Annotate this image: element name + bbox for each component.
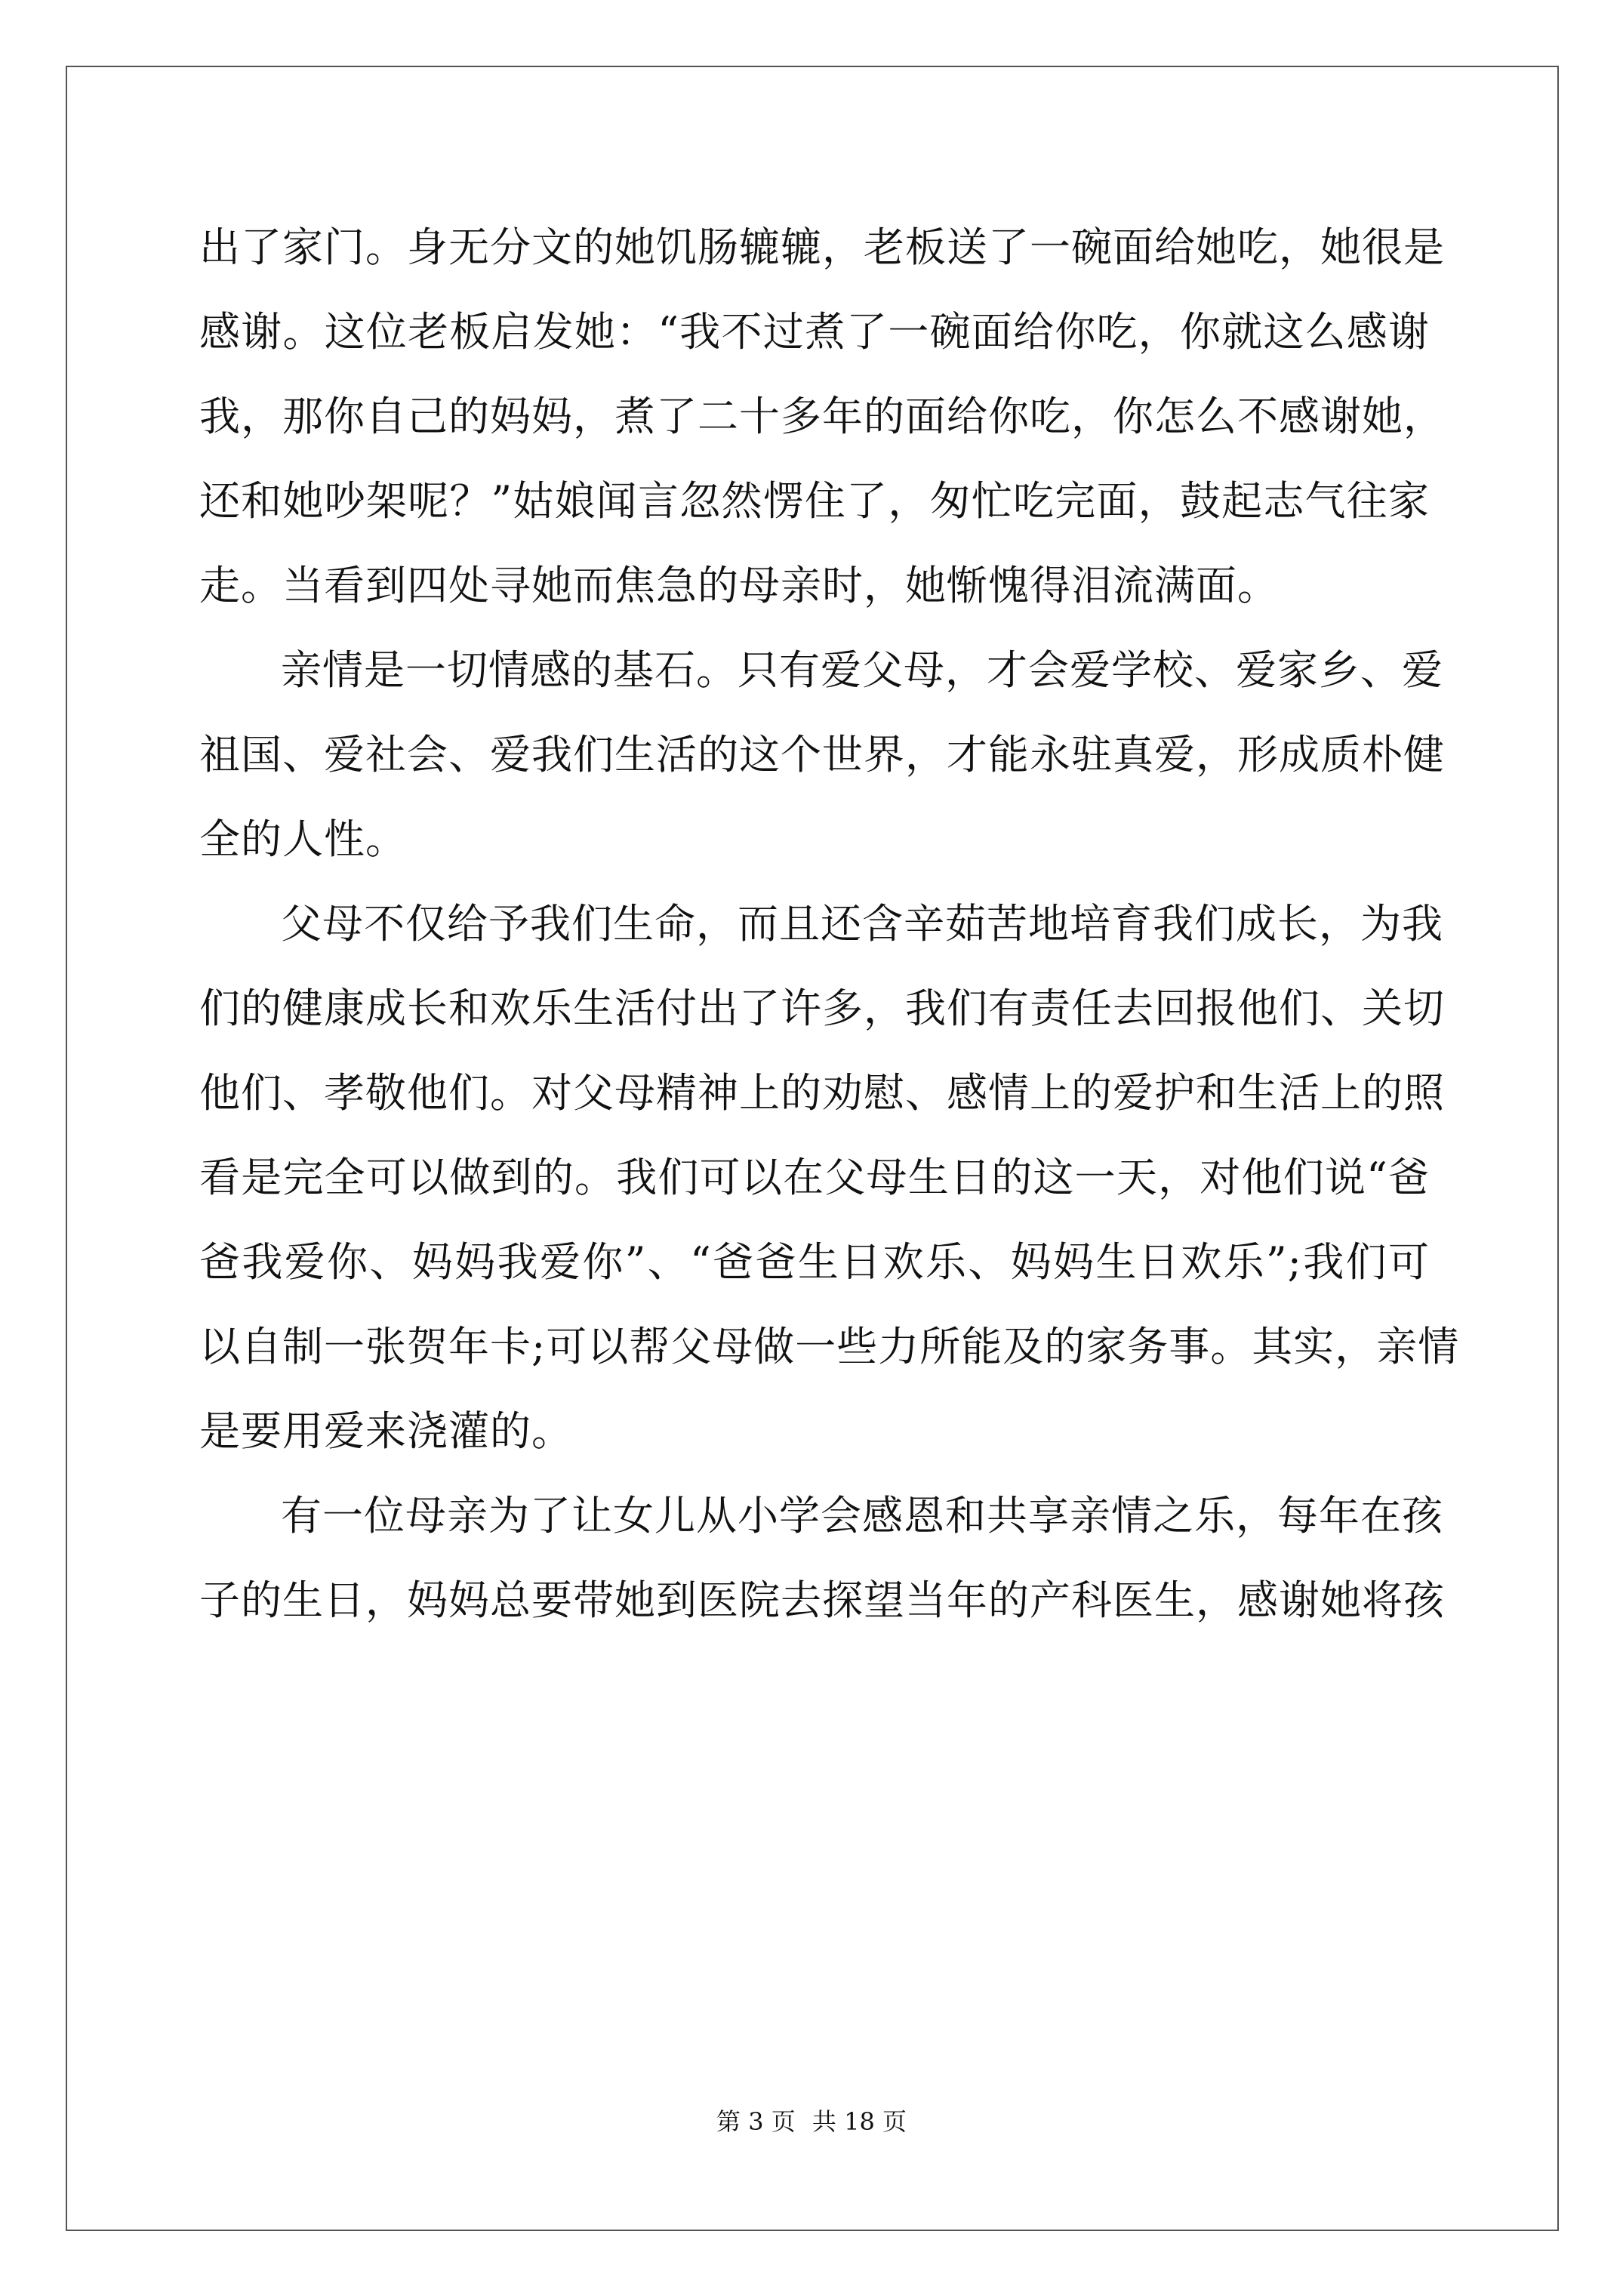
text-line: 祖国、爱社会、爱我们生活的这个世界，才能永驻真爱，形成质朴健 — [199, 731, 1445, 778]
text-line: 感谢。这位老板启发她：“我不过煮了一碗面给你吃，你就这么感谢 — [199, 308, 1430, 356]
paragraph-first-line: 亲情是一切情感的基石。只有爱父母，才会爱学校、爱家乡、爱 — [281, 646, 1443, 694]
page-number: 第 3 页 — [716, 2107, 796, 2136]
text-line: 我，那你自己的妈妈，煮了二十多年的面给你吃，你怎么不感谢她， — [199, 393, 1445, 440]
text-line: 以自制一张贺年卡;可以帮父母做一些力所能及的家务事。其实，亲情 — [199, 1323, 1460, 1370]
text-line: 还和她吵架呢？”姑娘闻言忽然愣住了，匆忙吃完面，鼓起志气往家 — [199, 477, 1430, 525]
page-total: 共 18 页 — [812, 2107, 907, 2136]
paragraph-first-line: 父母不仅给予我们生命，而且还含辛茹苦地培育我们成长，为我 — [281, 900, 1443, 948]
paragraph-first-line: 有一位母亲为了让女儿从小学会感恩和共享亲情之乐，每年在孩 — [281, 1492, 1443, 1539]
document-body — [199, 205, 1460, 1643]
text-line: 是要用爱来浇灌的。 — [199, 1407, 573, 1455]
text-line: 子的生日，妈妈总要带她到医院去探望当年的产科医生，感谢她将孩 — [199, 1576, 1445, 1624]
text-line: 出了家门。身无分文的她饥肠辘辘，老板送了一碗面给她吃，她很是 — [199, 223, 1445, 271]
text-line: 全的人性。 — [199, 815, 407, 863]
text-line: 爸我爱你、妈妈我爱你”、“爸爸生日欢乐、妈妈生日欢乐”;我们可 — [199, 1238, 1430, 1286]
text-line: 他们、孝敬他们。对父母精神上的劝慰、感情上的爱护和生活上的照 — [199, 1069, 1445, 1117]
page-footer — [0, 2106, 1623, 2137]
text-line: 们的健康成长和欢乐生活付出了许多，我们有责任去回报他们、关切 — [199, 985, 1445, 1032]
text-line: 看是完全可以做到的。我们可以在父母生日的这一天，对他们说“爸 — [199, 1154, 1430, 1201]
text-line: 走。当看到四处寻她而焦急的母亲时，她惭愧得泪流满面。 — [199, 562, 1279, 609]
